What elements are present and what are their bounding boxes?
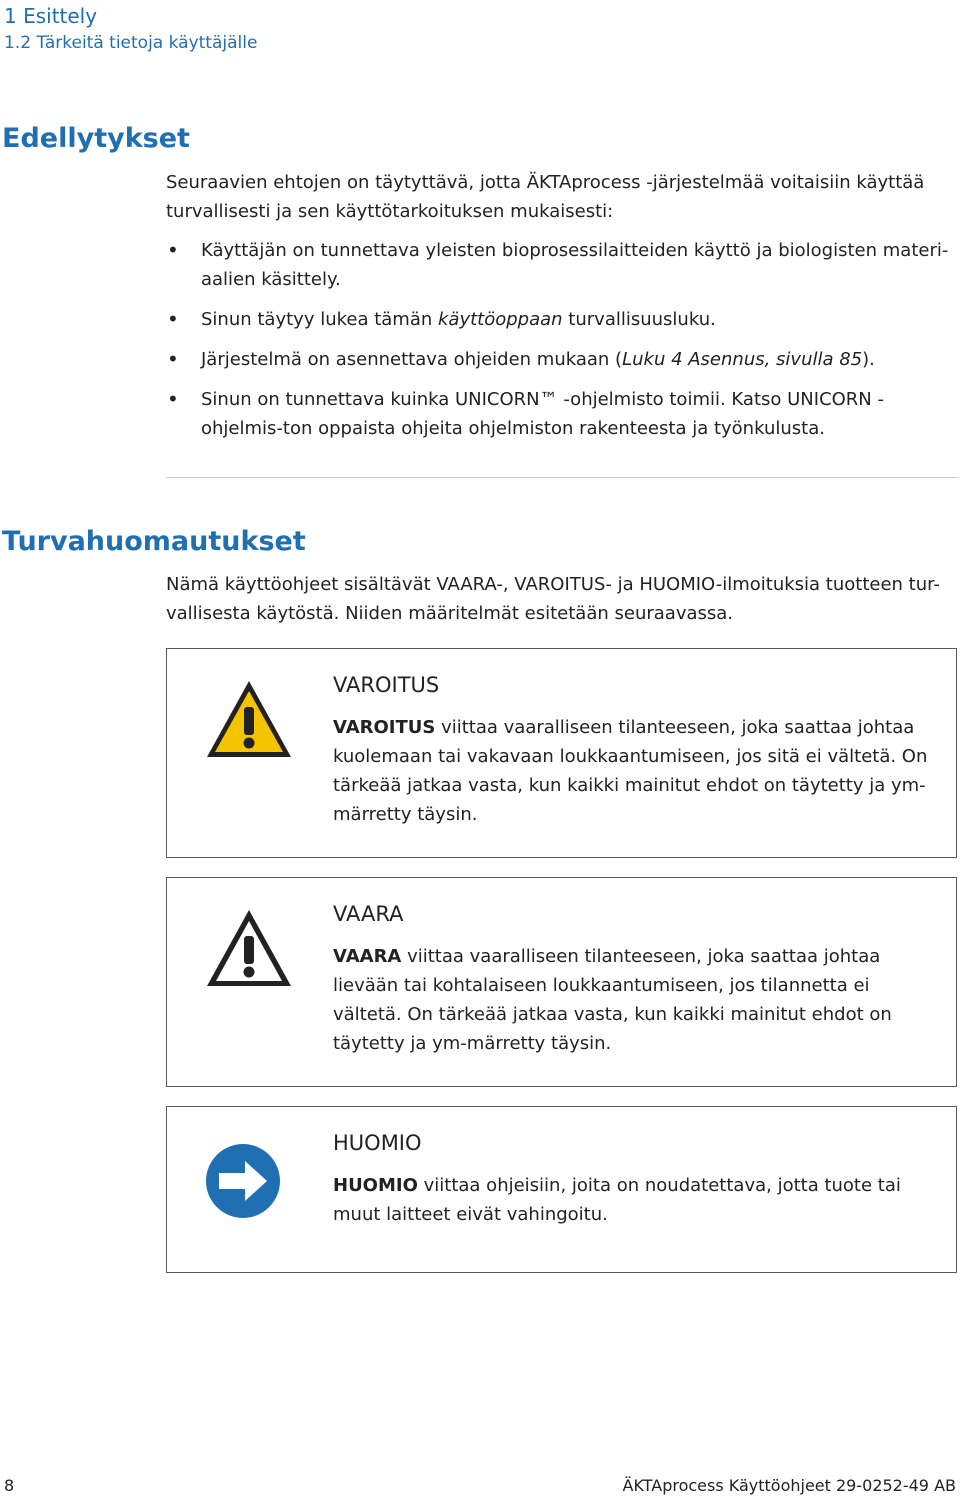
- breadcrumb-level1: 1 Esittely: [4, 4, 98, 28]
- notice-box: [166, 1106, 957, 1273]
- caution-triangle-white-icon: [203, 906, 295, 990]
- breadcrumb: [4, 2, 257, 56]
- prerequisites-intro: Seuraavien ehtojen on täytyttävä, jotta ÄKTAprocess -järjestelmää voitaisiin käyttää turvallisesti ja sen käyttötarkoituksen mukaisesti:: [166, 172, 925, 222]
- document-title: ÄKTAprocess Käyttöohjeet 29-0252-49 AB: [622, 1476, 956, 1495]
- notice-text: HUOMIO viittaa ohjeisiin, joita on noudatettava, jotta tuote tai muut laitteet eivät vahingoitu.: [333, 1175, 901, 1225]
- prerequisites-list: [166, 236, 956, 454]
- breadcrumb-level2: 1.2 Tärkeitä tietoja käyttäjälle: [4, 33, 258, 53]
- list-item: • Käyttäjän on tunnettava yleisten bioprosessilaitteiden käyttö ja biologisten materi-aalien käsittely.: [166, 236, 956, 294]
- caution-box: [166, 877, 957, 1087]
- chapter-link[interactable]: Luku 4 Asennus, sivulla 85: [622, 349, 863, 370]
- warning-triangle-yellow-icon: [203, 677, 295, 761]
- section-heading-safety-notices: Turvahuomautukset: [2, 526, 306, 557]
- list-item: • Järjestelmä on asennettava ohjeiden mukaan (Luku 4 Asennus, sivulla 85).: [166, 345, 956, 374]
- safety-intro: Nämä käyttöohjeet sisältävät VAARA-, VAROITUS- ja HUOMIO-ilmoituksia tuotteen tur-vallisesta käytöstä. Niiden määritelmät esitetään seuraavassa.: [166, 574, 940, 624]
- list-item: • Sinun on tunnettava kuinka UNICORN™ -ohjelmisto toimii. Katso UNICORN -ohjelmis-ton oppaista ohjeita ohjelmiston rakenteesta ja työnkulusta.: [166, 385, 956, 443]
- caution-text: VAARA viittaa vaaralliseen tilanteeseen, joka saattaa johtaa lievään tai kohtalaiseen loukkaantumiseen, jos tilannetta ei vältetä. On tärkeää jatkaa vasta, kun kaikki mainitut ehdot on täytetty ja ym-märretty täysin.: [333, 946, 892, 1054]
- section-divider: [166, 477, 958, 478]
- caution-title: VAARA: [333, 902, 404, 926]
- notice-title: HUOMIO: [333, 1131, 422, 1155]
- list-item: • Sinun täytyy lukea tämän käyttöoppaan turvallisuusluku.: [166, 305, 956, 334]
- warning-text: VAROITUS viittaa vaaralliseen tilanteeseen, joka saattaa johtaa kuolemaan tai vakavaan loukkaantumiseen, jos sitä ei vältetä. On tärkeää jatkaa vasta, kun kaikki mainitut ehdot on täytetty ja ym-märretty täysin.: [333, 717, 928, 825]
- warning-title: VAROITUS: [333, 673, 440, 697]
- warning-box: [166, 648, 957, 858]
- page-number: 8: [4, 1476, 15, 1495]
- notice-arrow-blue-icon: [205, 1143, 281, 1219]
- section-heading-prerequisites: Edellytykset: [2, 123, 190, 154]
- manual-reference: käyttöoppaan: [438, 309, 563, 330]
